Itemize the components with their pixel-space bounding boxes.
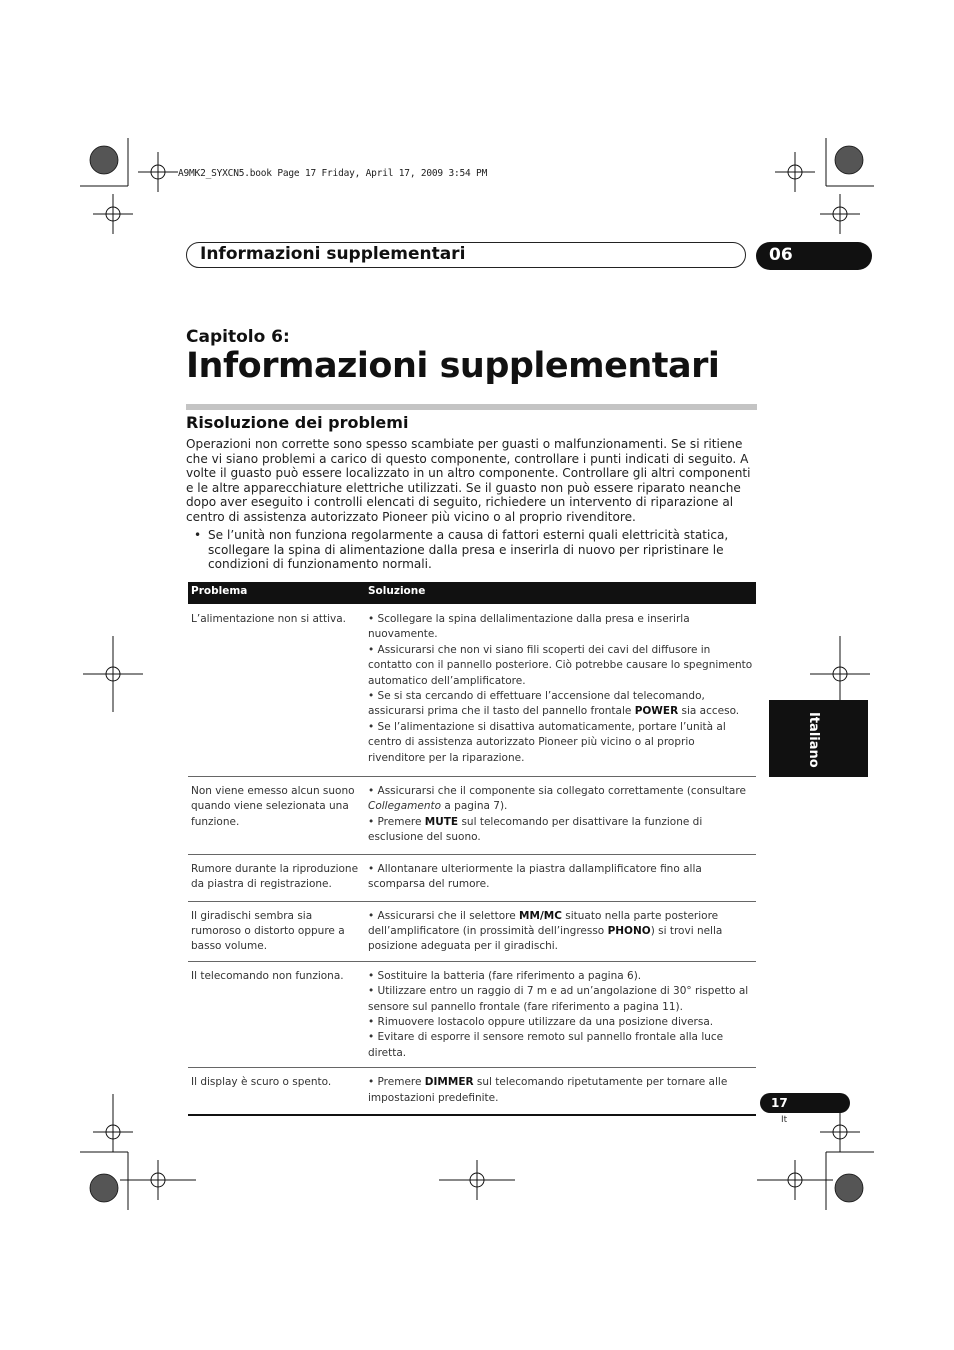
solution-text: • Scollegare la spina dellalimentazione dalla presa e inserirla nuovamente. bbox=[368, 613, 690, 641]
solution-text: • Assicurarsi che il selettore bbox=[368, 909, 520, 922]
solution-item bbox=[368, 689, 754, 720]
solution-item bbox=[368, 909, 754, 955]
solution-text: • Evitare di esporre il sensore remoto sul pannello frontale alla luce diretta. bbox=[368, 1031, 724, 1059]
solution-cell bbox=[368, 862, 754, 893]
language-tab-label: Italiano bbox=[806, 712, 821, 768]
page-number: 17 bbox=[760, 1093, 850, 1113]
table-row bbox=[188, 777, 756, 855]
chapter-number-badge: 06 bbox=[756, 242, 872, 270]
solution-item bbox=[368, 1030, 754, 1061]
solution-text: • Allontanare ulteriormente la piastra dallamplificatore fino alla scomparsa del rumore. bbox=[368, 862, 702, 891]
section-divider bbox=[186, 404, 757, 410]
solution-text: • Utilizzare entro un raggio di 7 m e ad un’angolazione di 30° rispetto al sensore sul pannello frontale (fare riferimento a pagina 11). bbox=[368, 985, 749, 1013]
bullet-dot: • bbox=[194, 528, 202, 542]
solution-cell bbox=[368, 1075, 754, 1106]
solution-item bbox=[368, 984, 754, 1015]
page-language: It bbox=[781, 1115, 788, 1125]
solution-cell bbox=[368, 612, 754, 766]
solution-text: a pagina 7). bbox=[441, 800, 508, 813]
table-row bbox=[188, 962, 756, 1068]
file-info: A9MK2_SYXCN5.book Page 17 Friday, April 17, 2009 3:54 PM bbox=[178, 168, 488, 179]
solution-item bbox=[368, 720, 754, 766]
button-name: MUTE bbox=[424, 815, 459, 828]
solution-item bbox=[368, 815, 754, 846]
problem-cell: Il telecomando non funziona. bbox=[191, 969, 344, 982]
solution-text: • Rimuovere lostacolo oppure utilizzare da una posizione diversa. bbox=[368, 1015, 714, 1028]
table-header bbox=[188, 582, 756, 604]
header-solution: Soluzione bbox=[368, 585, 426, 597]
solution-item bbox=[368, 612, 754, 643]
problem-cell: Il display è scuro o spento. bbox=[191, 1076, 332, 1089]
solution-text: • Assicurarsi che il componente sia collegato correttamente (consultare bbox=[368, 785, 746, 798]
problem-cell: Rumore durante la riproduzione da piastra di registrazione. bbox=[191, 862, 359, 891]
table-body bbox=[188, 604, 756, 1116]
solution-text: • Se l’alimentazione si disattiva automaticamente, portare l’unità al centro di assistenza autorizzato Pioneer più vicino o al proprio rivenditore per la riparazione. bbox=[368, 720, 726, 764]
button-name: PHONO bbox=[607, 924, 651, 937]
solution-text: sul telecomando per disattivare la funzione di esclusione del suono. bbox=[368, 815, 703, 844]
solution-item bbox=[368, 784, 754, 815]
solution-text: • Se si sta cercando di effettuare l’accensione dal telecomando, assicurarsi prima che il tasto del pannello frontale bbox=[368, 690, 705, 718]
solution-cell bbox=[368, 969, 754, 1061]
language-tab bbox=[769, 700, 868, 777]
table-row bbox=[188, 1068, 756, 1116]
solution-text: situato nella parte posteriore dell’amplificatore (in prossimità dell’ingresso bbox=[368, 909, 719, 937]
solution-text: sia acceso. bbox=[678, 705, 740, 718]
solution-cell bbox=[368, 784, 754, 846]
table-row bbox=[188, 902, 756, 962]
solution-item bbox=[368, 969, 754, 984]
solution-cell bbox=[368, 909, 754, 955]
table-row bbox=[188, 604, 756, 777]
solution-item bbox=[368, 643, 754, 689]
solution-text: • Premere bbox=[368, 815, 425, 828]
table-row bbox=[188, 855, 756, 902]
intro-bullet bbox=[186, 528, 758, 572]
solution-text: • Premere bbox=[368, 1076, 425, 1089]
solution-item bbox=[368, 862, 754, 893]
solution-text: • Assicurarsi che non vi siano fili scoperti dei cavi del diffusore in contatto con il pannello posteriore. Ciò potrebbe causare lo spegnimento automatico dell’amplificatore. bbox=[368, 643, 753, 687]
intro-bullet-text: Se l’unità non funziona regolarmente a causa di fattori esterni quali elettricità statica, scollegare la spina di alimentazione dalla presa e inserirla di nuovo per ripristinare le condizioni di funzionamento normali. bbox=[208, 528, 729, 571]
button-name: DIMMER bbox=[424, 1076, 474, 1089]
chapter-title: Informazioni supplementari bbox=[186, 346, 720, 386]
solution-text: • Sostituire la batteria (fare riferimento a pagina 6). bbox=[368, 969, 642, 982]
button-name: POWER bbox=[634, 705, 679, 718]
chapter-label: Capitolo 6: bbox=[186, 327, 290, 347]
problem-cell: Il giradischi sembra sia rumoroso o distorto oppure a basso volume. bbox=[191, 909, 345, 953]
troubleshooting-table bbox=[188, 582, 756, 1116]
solution-text: ) si trovi nella posizione adeguata per il giradischi. bbox=[368, 924, 723, 953]
header-title: Informazioni supplementari bbox=[200, 244, 466, 264]
problem-cell: L’alimentazione non si attiva. bbox=[191, 613, 347, 625]
problem-cell: Non viene emesso alcun suono quando viene selezionata una funzione. bbox=[191, 785, 355, 828]
section-title: Risoluzione dei problemi bbox=[186, 413, 409, 432]
solution-text: sul telecomando ripetutamente per tornare alle impostazioni predefinite. bbox=[368, 1076, 728, 1104]
intro-paragraph: Operazioni non corrette sono spesso scambiate per guasti o malfunzionamenti. Se si ritiene che vi siano problemi a carico di questo componente, controllare i punti indicati di seguito. A volte il guasto può essere localizzato in un altro componente. Controllare gli altri componenti e le altre apparecchiature elettriche utilizzati. Se il guasto non può essere riparato neanche dopo aver eseguito i controlli elencati di seguito, richiedere un intervento di riparazione al centro di assistenza autorizzato Pioneer più vicino o al proprio rivenditore. bbox=[186, 437, 751, 524]
reference-link-text: Collegamento bbox=[368, 800, 442, 813]
header-problem: Problema bbox=[191, 585, 248, 597]
solution-item bbox=[368, 1015, 754, 1030]
solution-item bbox=[368, 1075, 754, 1106]
button-name: MM/MC bbox=[519, 909, 562, 922]
